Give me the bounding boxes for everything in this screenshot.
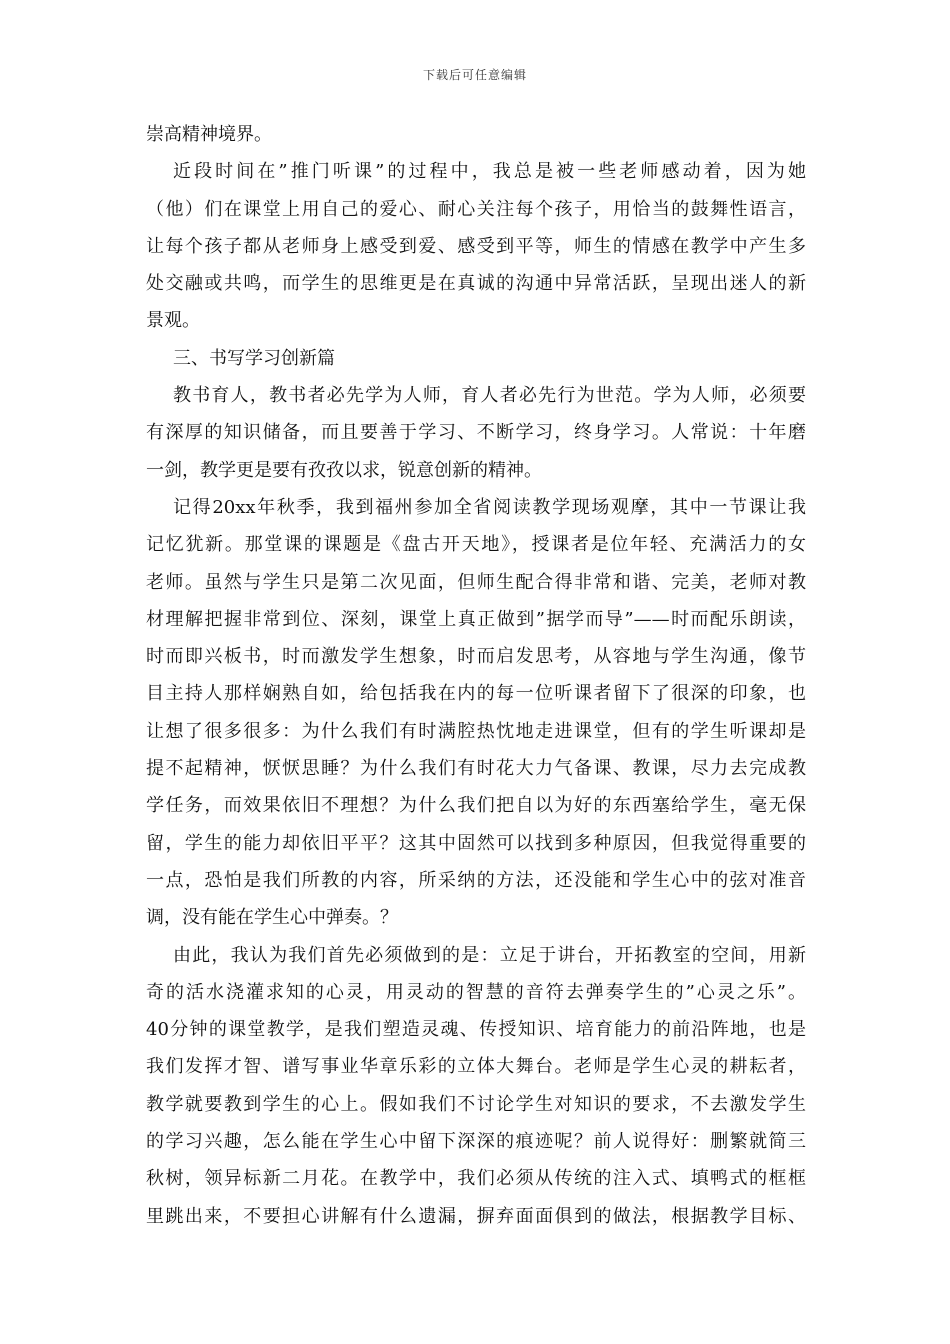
text-line: 一点，恐怕是我们所教的内容，所采纳的方法，还没能和学生心中的弦对准音 (146, 869, 806, 891)
text-line: 教书育人，教书者必先学为人师，育人者必先行为世范。学为人师，必须要 (173, 385, 806, 407)
page-header: 下载后可任意编辑 (422, 68, 527, 82)
text-line: 由此，我认为我们首先必须做到的是：立足于讲台，开拓教室的空间，用新 (173, 944, 806, 966)
text-line: 处交融或共鸣，而学生的思维更是在真诚的沟通中异常活跃，呈现出迷人的新 (146, 273, 806, 295)
text-line: 秋树，领异标新二月花。在教学中，我们必须从传统的注入式、填鸭式的框框 (146, 1168, 806, 1190)
text-line: 40分钟的课堂教学，是我们塑造灵魂、传授知识、培育能力的前沿阵地，也是 (146, 1019, 806, 1041)
text-line: 教学就要教到学生的心上。假如我们不讨论学生对知识的要求，不去激发学生 (146, 1093, 806, 1115)
text-line: 记得20xx年秋季，我到福州参加全省阅读教学现场观摩，其中一节课让我 (173, 496, 806, 518)
text-line: 景观。 (146, 310, 200, 332)
document-body (146, 116, 806, 1235)
text-line: 材理解把握非常到位、深刻，课堂上真正做到”据学而导”——时而配乐朗读， (146, 608, 806, 630)
text-line: 近段时间在”推门听课”的过程中，我总是被一些老师感动着，因为她 (173, 161, 806, 183)
text-line: 有深厚的知识储备，而且要善于学习、不断学习，终身学习。人常说：十年磨 (146, 422, 806, 444)
text-line: （他）们在课堂上用自己的爱心、耐心关注每个孩子，用恰当的鼓舞性语言， (146, 198, 806, 220)
text-line: 调，没有能在学生心中弹奏。？ (146, 907, 398, 929)
text-line: 记忆犹新。那堂课的课题是《盘古开天地》，授课者是位年轻、充满活力的女 (146, 534, 806, 556)
text-line: 的学习兴趣，怎么能在学生心中留下深深的痕迹呢？前人说得好：删繁就简三 (146, 1131, 806, 1153)
text-line: 奇的活水浇灌求知的心灵，用灵动的智慧的音符去弹奏学生的”心灵之乐”。 (146, 981, 806, 1003)
text-line: 我们发挥才智、谱写事业华章乐彩的立体大舞台。老师是学生心灵的耕耘者， (146, 1056, 806, 1078)
text-line: 让每个孩子都从老师身上感受到爱、感受到平等，师生的情感在教学中产生多 (146, 235, 806, 257)
text-line: 崇高精神境界。 (146, 124, 272, 145)
text-line: 三、书写学习创新篇 (173, 347, 335, 369)
text-line: 提不起精神，恹恹思睡？为什么我们有时花大力气备课、教课，尽力去完成教 (146, 758, 806, 780)
text-line: 学任务，而效果依旧不理想？为什么我们把自以为好的东西塞给学生，毫无保 (146, 795, 806, 817)
text-line: 让想了很多很多：为什么我们有时满腔热忱地走进课堂，但有的学生听课却是 (146, 720, 806, 742)
text-line: 里跳出来，不要担心讲解有什么遗漏，摒弃面面俱到的做法，根据教学目标、 (146, 1205, 806, 1227)
text-line: 老师。虽然与学生只是第二次见面，但师生配合得非常和谐、完美，老师对教 (146, 571, 806, 593)
text-line: 时而即兴板书，时而激发学生想象，时而启发思考，从容地与学生沟通，像节 (146, 646, 806, 668)
text-line: 一剑，教学更是要有孜孜以求，锐意创新的精神。 (146, 459, 542, 481)
text-line: 留，学生的能力却依旧平平？这其中固然可以找到多种原因，但我觉得重要的 (146, 832, 806, 854)
text-line: 目主持人那样娴熟自如，给包括我在内的每一位听课者留下了很深的印象，也 (146, 683, 806, 705)
